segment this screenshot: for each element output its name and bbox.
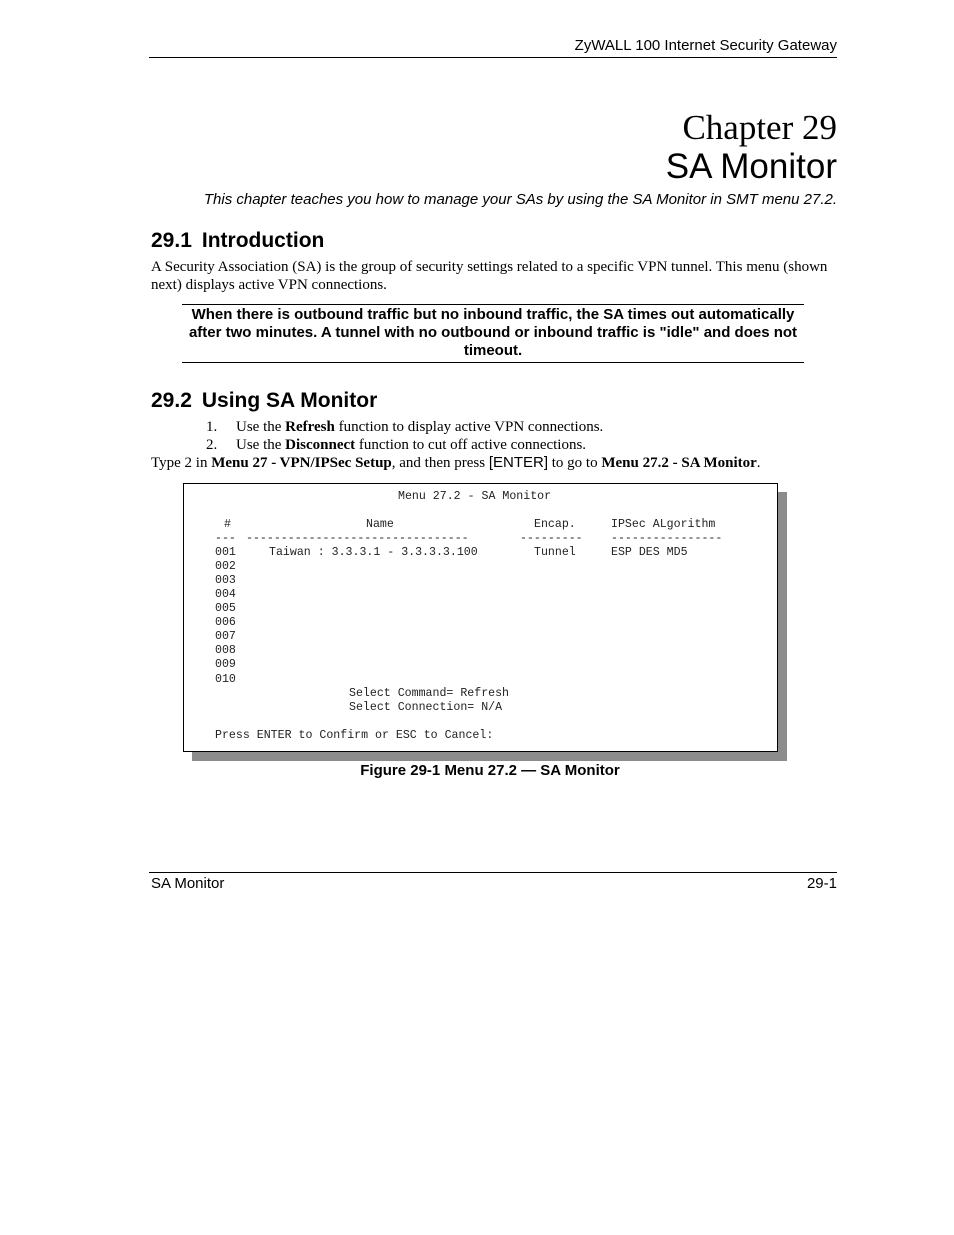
list-item-disconnect — [206, 436, 586, 454]
instruction-text: . — [756, 455, 761, 471]
note-box: When there is outbound traffic but no inbound traffic, the SA times out automatically after two minutes. A tunnel with no outbound or inbound traffic is "idle" and does not timeout. — [182, 304, 804, 363]
list-bold-term: Disconnect — [285, 437, 356, 453]
column-header-algorithm: IPSec ALgorithm — [611, 518, 716, 531]
row-number: 002 — [215, 560, 236, 573]
chapter-title: SA Monitor — [665, 147, 837, 186]
instruction-text: Type 2 in — [151, 455, 212, 471]
menu-reference: Menu 27 - VPN/IPSec Setup — [211, 455, 392, 471]
column-underline: --- — [215, 532, 236, 545]
column-header-encap: Encap. — [534, 518, 576, 531]
row-number: 004 — [215, 588, 236, 601]
list-bold-term: Refresh — [285, 419, 335, 435]
page-number: 29-1 — [806, 875, 837, 892]
select-command-field[interactable]: Select Command= Refresh — [349, 687, 510, 700]
list-item-refresh — [206, 418, 603, 436]
list-text: function to display active VPN connections. — [334, 419, 604, 435]
footer-chapter-name: SA Monitor — [151, 875, 225, 892]
sa-monitor-screen — [183, 483, 778, 752]
row-number: 010 — [215, 673, 236, 686]
row-number: 006 — [215, 616, 236, 629]
row-number: 007 — [215, 630, 236, 643]
section-title: Using SA Monitor — [201, 389, 378, 412]
confirm-prompt: Press ENTER to Confirm or ESC to Cancel: — [215, 729, 494, 742]
header-divider — [149, 57, 837, 58]
column-underline: ---------------- — [611, 532, 723, 545]
section-number: 29.1 — [151, 229, 192, 252]
list-number: 1. — [206, 419, 218, 435]
row-number: 005 — [215, 602, 236, 615]
list-text: Use the — [236, 419, 286, 435]
running-header: ZyWALL 100 Internet Security Gateway — [574, 37, 837, 54]
figure-caption: Figure 29-1 Menu 27.2 — SA Monitor — [360, 762, 620, 779]
row-name: Taiwan : 3.3.3.1 - 3.3.3.3.100 — [269, 546, 478, 559]
list-text: Use the — [236, 437, 286, 453]
chapter-intro: This chapter teaches you how to manage your SAs by using the SA Monitor in SMT menu 27.2. — [203, 191, 837, 208]
instruction-text: , and then press — [391, 455, 489, 471]
section-number: 29.2 — [151, 389, 192, 412]
intro-paragraph: A Security Association (SA) is the group of security settings related to a specific VPN tunnel. This menu (shown next) displays active VPN connections. — [151, 259, 828, 293]
row-encap: Tunnel — [534, 546, 576, 559]
section-heading-using-sa-monitor — [151, 389, 377, 413]
column-header-name: Name — [366, 518, 394, 531]
key-reference: [ENTER] — [488, 454, 549, 471]
section-title: Introduction — [201, 229, 325, 252]
section-heading-introduction — [151, 229, 324, 253]
list-number: 2. — [206, 437, 218, 453]
menu-reference: Menu 27.2 - SA Monitor — [601, 455, 757, 471]
row-number: 001 — [215, 546, 236, 559]
screen-title: Menu 27.2 - SA Monitor — [398, 490, 552, 503]
column-header-number: # — [224, 518, 231, 531]
footer-divider — [149, 872, 837, 873]
row-number: 009 — [215, 658, 236, 671]
select-connection-field[interactable]: Select Connection= N/A — [349, 701, 503, 714]
chapter-number: Chapter 29 — [682, 108, 837, 147]
column-underline: --------- — [520, 532, 583, 545]
instruction-text: to go to — [548, 455, 602, 471]
row-algorithm: ESP DES MD5 — [611, 546, 688, 559]
instruction-paragraph — [151, 454, 841, 472]
row-number: 008 — [215, 644, 236, 657]
list-text: function to cut off active connections. — [355, 437, 587, 453]
column-underline: -------------------------------- — [246, 532, 469, 545]
row-number: 003 — [215, 574, 236, 587]
